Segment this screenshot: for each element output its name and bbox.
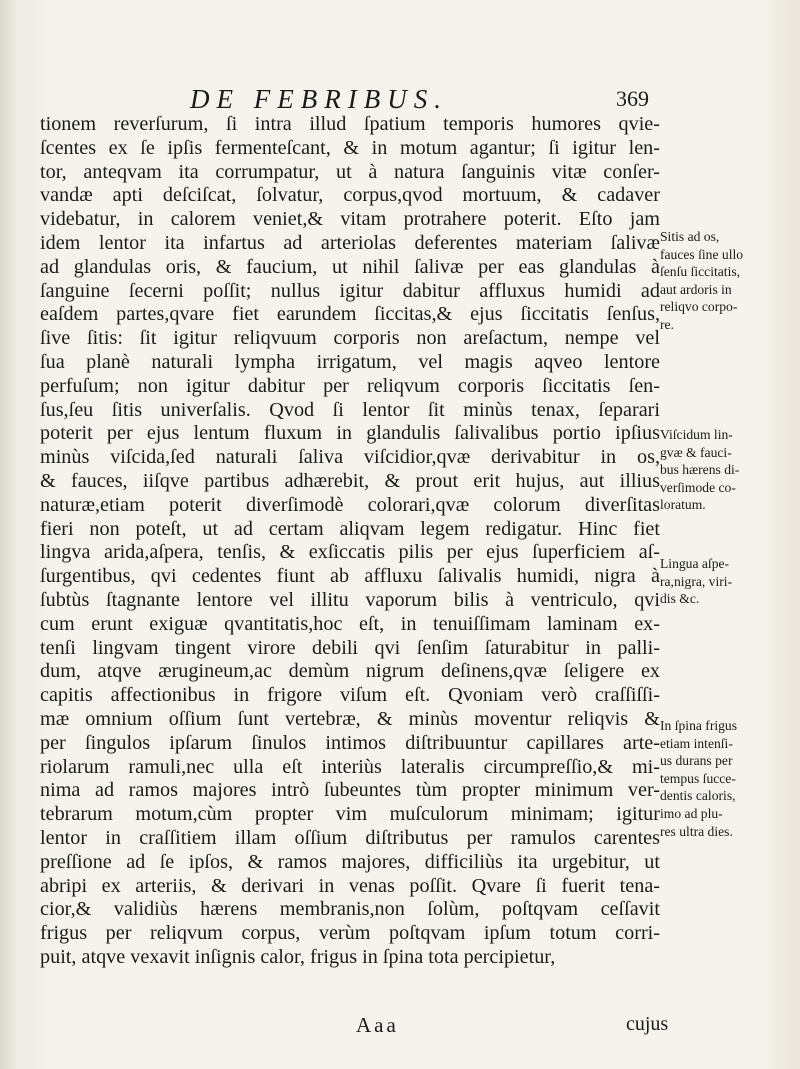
text-line: riolarum ramuli,nec ulla eſt interiùs lateralis circumpreſſio,& mi- [40, 755, 660, 778]
text-line: tionem reverſurum, ſi intra illud ſpatium temporis humores qvie- [40, 113, 660, 135]
text-line: ſive ſitis: ſit igitur reliqvuum corporis non areſactum, nempe vel [40, 327, 660, 350]
sidenote-line: ſenſu ſiccitatis, [660, 264, 741, 280]
text-line: ſus,ſeu ſitis univerſalis. Qvod ſi lentor ſit minùs tenax, ſeparari [40, 398, 660, 421]
page-number: 369 [616, 86, 649, 111]
sidenote-line: gvæ & fauci- [660, 444, 732, 460]
text-line: per ſingulos ipſarum ſinulos intimos diſtribuuntur capillares arte- [40, 731, 660, 754]
sidenote-line: verſimode co- [660, 479, 736, 495]
text-line: idem lentor ita infartus ad arteriolas deferentes materiam ſalivæ [40, 231, 660, 254]
sidenote-line: In ſpina frigus [660, 718, 738, 733]
text-line: eaſdem partes,qvare fiet earundem ſiccitas,& ejus ſiccitatis ſenſus, [40, 303, 660, 326]
body-text [40, 113, 660, 970]
sidenote-line: re. [660, 316, 674, 332]
text-line: tebrarum motum,cùm propter vim muſculorum minimam; igitur [40, 803, 660, 826]
sidenote-line: aut ardoris in [660, 281, 732, 297]
text-line: ad glandulas oris, & faucium, ut nihil ſalivæ per eas glandulas à [40, 255, 660, 278]
text-line: ſcentes ex ſe ipſis fermenteſcant, & in motum agantur; ſi igitur len- [40, 136, 660, 159]
sidenote-line: reliqvo corpo- [660, 299, 738, 315]
sidenote-line: Lingua aſpe- [660, 556, 730, 571]
text-line: vandæ apti deſciſcat, ſolvatur, corpus,qvod mortuum, & cadaver [40, 184, 660, 207]
text-line: puit, atqve vexavit inſignis calor, frigus in ſpina tota percipietur, [40, 945, 556, 968]
text-line: preſſione ad ſe ipſos, & ramos majores, difficiliùs ita urgebitur, ut [40, 850, 660, 873]
text-line: nima ad ramos majores intrò ſubeuntes tùm propter minimum ver- [40, 779, 660, 802]
sidenote-spine-cold [660, 717, 796, 840]
text-line: tor, anteqvam ita corrumpatur, ut à natura ſanguinis vitæ conſer- [40, 160, 660, 183]
text-line: mæ omnium oſſium ſunt vertebræ, & minùs moventur reliqvis & [40, 707, 660, 730]
text-line: & fauces, iiſqve partibus adhærebit, & prout erit hujus, aut illius [40, 469, 660, 492]
text-line: ſurgentibus, qvi cedentes fiunt ab affluxu ſalivalis humidi, nigra à [40, 565, 660, 588]
sidenote-line: bus hærens di- [660, 462, 740, 478]
sidenote-line: tempus ſucce- [660, 770, 736, 786]
sidenote-line: loratum. [660, 497, 706, 513]
sidenote-tongue [660, 555, 796, 608]
running-title: DE FEBRIBUS. [190, 84, 448, 114]
sidenote-viscid [660, 426, 796, 514]
text-line: lingva arida,aſpera, tenſis, & exſiccatis pilis per ejus ſuperficiem aſ- [40, 541, 660, 564]
sidenote-line: res ultra dies. [660, 823, 733, 839]
text-line: minùs viſcida,ſed naturali ſaliva viſcidior,qvæ derivabitur in os, [40, 446, 660, 469]
signature-mark: Aaa [356, 1013, 399, 1037]
text-line: ſubtùs ſtagnante lentore vel illitu vaporum bilis à ventriculo, qvi [40, 588, 660, 611]
sidenote-line: etiam intenſi- [660, 735, 733, 751]
text-line: poterit per ejus lentum fluxum in glandulis ſalivalibus portio ipſius [40, 422, 660, 445]
text-line: tenſi lingvam tingent virore debili qvi ſenſim ſaturabitur in palli- [40, 636, 660, 659]
sidenote-line: Viſcidum lin- [660, 427, 733, 442]
text-line: videbatur, in calorem veniet,& vitam protrahere poterit. Eſto jam [40, 208, 660, 231]
sidenote-line: fauces ſine ullo [660, 246, 744, 262]
text-line: ſua planè naturali lympha irrigatum, vel magis aqveo lentore [40, 350, 660, 373]
catchword: cujus [626, 1013, 669, 1035]
sidenote-line: Sitis ad os, [660, 229, 720, 244]
text-line: dum, atqve ærugineum,ac demùm nigrum deſinens,qvæ ſeligere ex [40, 660, 660, 683]
sidenote-line: dentis caloris, [660, 788, 736, 804]
sidenote-thirst [660, 228, 796, 334]
text-line: cum erunt exiguæ qvantitatis,hoc eſt, in tenuiſſimam laminam ex- [40, 612, 660, 635]
text-line: naturæ,etiam poterit diverſimodè colorari,qvæ colorum diverſitas [40, 493, 660, 516]
text-line: capitis affectionibus in frigore viſum eſt. Qvoniam verò craſſiſſi- [40, 684, 660, 707]
text-line: cior,& validiùs hærens membranis,non ſolùm, poſtqvam ceſſavit [40, 898, 660, 921]
text-line: lentor in craſſitiem illam oſſium diſtributus per ramulos carentes [40, 826, 660, 849]
sidenote-line: dis &c. [660, 591, 700, 607]
text-line: frigus per reliqvum corpus, verùm poſtqvam ipſum totum corri- [40, 922, 660, 945]
sidenote-line: us durans per [660, 753, 733, 769]
text-line: ſanguine ſecerni poſſit; nullus igitur dabitur affluxus humidi ad [40, 279, 660, 302]
text-line: abripi ex arteriis, & derivari in venas poſſit. Qvare ſi fuerit tena- [40, 874, 660, 897]
text-line: fieri non poteſt, ut ad certam aliqvam legem redigatur. Hinc fiet [40, 517, 660, 540]
text-line: perfuſum; non igitur dabitur per reliqvum corporis ſiccitatis ſen- [40, 374, 660, 397]
sidenote-line: imo ad plu- [660, 805, 723, 821]
sidenote-line: ra,nigra, viri- [660, 573, 733, 589]
